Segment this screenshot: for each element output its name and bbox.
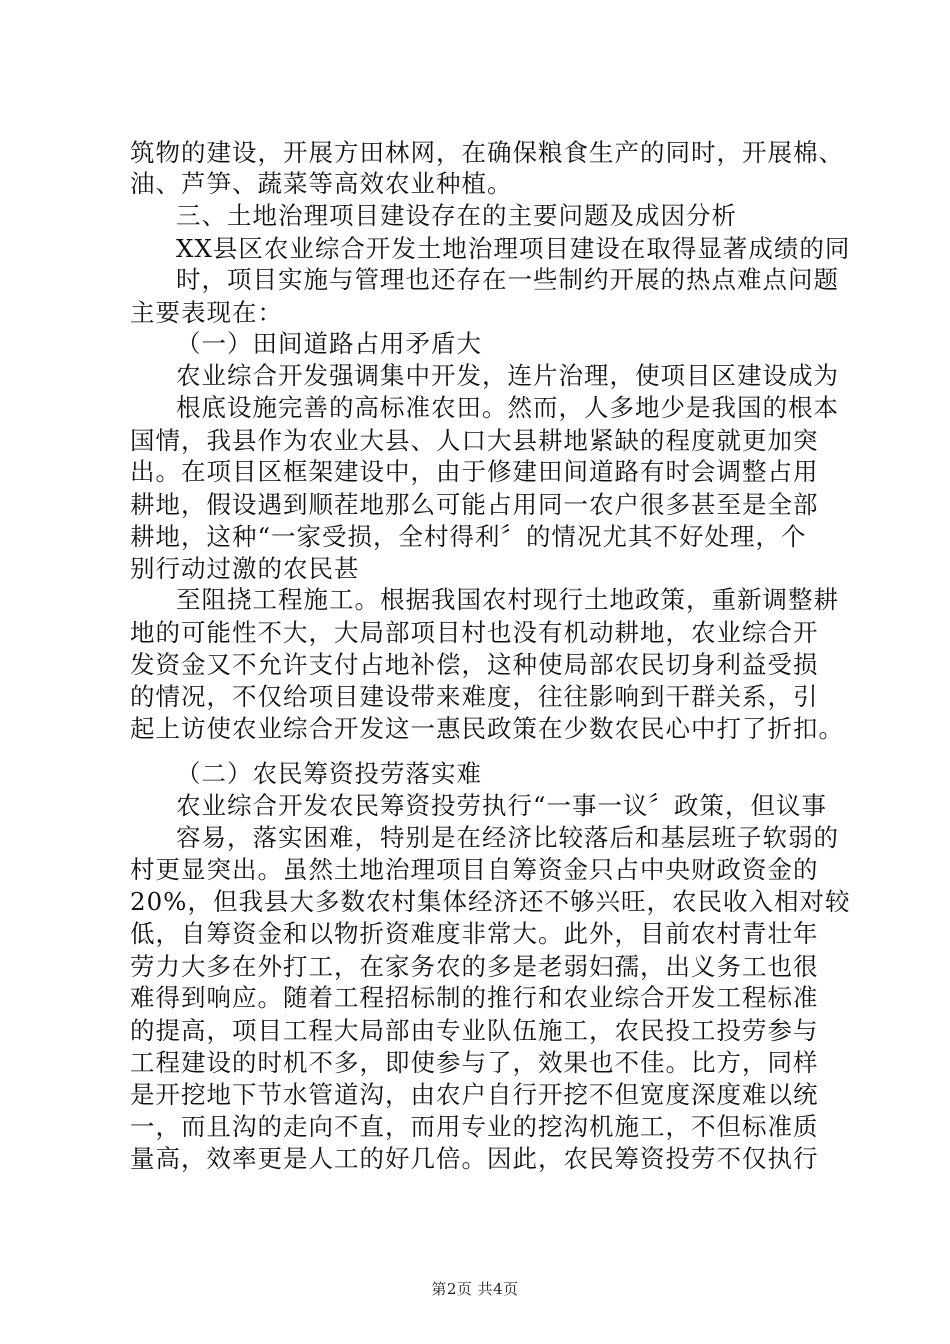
body-text-line: （一）田间道路占用矛盾大 xyxy=(176,329,482,359)
body-text-line: 起上访使农业综合开发这一惠民政策在少数农民心中打了折扣。 xyxy=(130,714,844,744)
body-text-line: 三、土地治理项目建设存在的主要问题及成因分析 xyxy=(176,201,737,231)
body-text-line: 主要表现在： xyxy=(130,297,283,327)
body-text-line: 的情况，不仅给项目建设带来难度，往往影响到干群关系，引 xyxy=(130,681,819,711)
body-text-line: 筑物的建设，开展方田林网，在确保粮食生产的同时，开展棉、 xyxy=(130,138,844,167)
body-text-line: 是开挖地下节水管道沟，由农户自行开挖不但宽度深度难以统 xyxy=(130,1079,819,1109)
body-text-line: 耕地，这种“一家受损，全村得利〞的情况尤其不好处理，个 xyxy=(130,522,807,552)
body-text-line: 农业综合开发农民筹资投劳执行“一事一议〞政策，但议事 xyxy=(176,790,828,820)
body-text-line: XX县区农业综合开发土地治理项目建设在取得显著成绩的同 xyxy=(176,234,851,264)
body-text-line: 油、芦笋、蔬菜等高效农业种植。 xyxy=(130,168,513,198)
body-text-line: 根底设施完善的高标准农田。然而，人多地少是我国的根本 xyxy=(176,393,839,423)
body-text-line: 的提高，项目工程大局部由专业队伍施工，农民投工投劳参与 xyxy=(130,1015,819,1045)
body-text-line: 别行动过激的农民甚 xyxy=(130,553,360,583)
body-text-line: 地的可能性不大，大局部项目村也没有机动耕地，农业综合开 xyxy=(130,617,819,647)
body-text-line: 农业综合开发强调集中开发，连片治理，使项目区建设成为 xyxy=(176,360,839,390)
body-text-line: 时，项目实施与管理也还存在一些制约开展的热点难点问题 xyxy=(176,265,839,295)
body-text-line: 容易，落实困难，特别是在经济比较落后和基层班子软弱的 xyxy=(176,822,839,852)
body-text-line: 量高，效率更是人工的好几倍。因此，农民筹资投劳不仅执行 xyxy=(130,1144,819,1173)
body-text-line: 耕地，假设遇到顺茬地那么可能占用同一农户很多甚至是全部 xyxy=(130,489,819,519)
page-number-footer: 第2页 共4页 xyxy=(431,1280,519,1298)
body-text-line: 低，自筹资金和以物折资难度非常大。此外，目前农村青壮年 xyxy=(130,919,819,949)
body-text-line: 村更显突出。虽然土地治理项目自筹资金只占中央财政资金的 xyxy=(130,855,819,885)
body-text-line: 工程建设的时机不多，即使参与了，效果也不佳。比方，同样 xyxy=(130,1047,819,1077)
body-text-line: 劳力大多在外打工，在家务农的多是老弱妇孺，出义务工也很 xyxy=(130,951,819,981)
body-text-line: 20%，但我县大多数农村集体经济还不够兴旺，农民收入相对较 xyxy=(130,887,851,917)
body-text-line: 至阻挠工程施工。根据我国农村现行土地政策，重新调整耕 xyxy=(176,585,839,615)
body-text-line: 国情，我县作为农业大县、人口大县耕地紧缺的程度就更加突 xyxy=(130,425,819,455)
body-text-line: 出。在项目区框架建设中，由于修建田间道路有时会调整占用 xyxy=(130,457,819,487)
body-text-line: 发资金又不允许支付占地补偿，这种使局部农民切身利益受损 xyxy=(130,650,819,680)
body-text-line: 难得到响应。随着工程招标制的推行和农业综合开发工程标准 xyxy=(130,983,819,1013)
body-text-line: 一，而且沟的走向不直，而用专业的挖沟机施工，不但标准质 xyxy=(130,1111,819,1141)
body-text-line: （二）农民筹资投劳落实难 xyxy=(176,758,482,788)
